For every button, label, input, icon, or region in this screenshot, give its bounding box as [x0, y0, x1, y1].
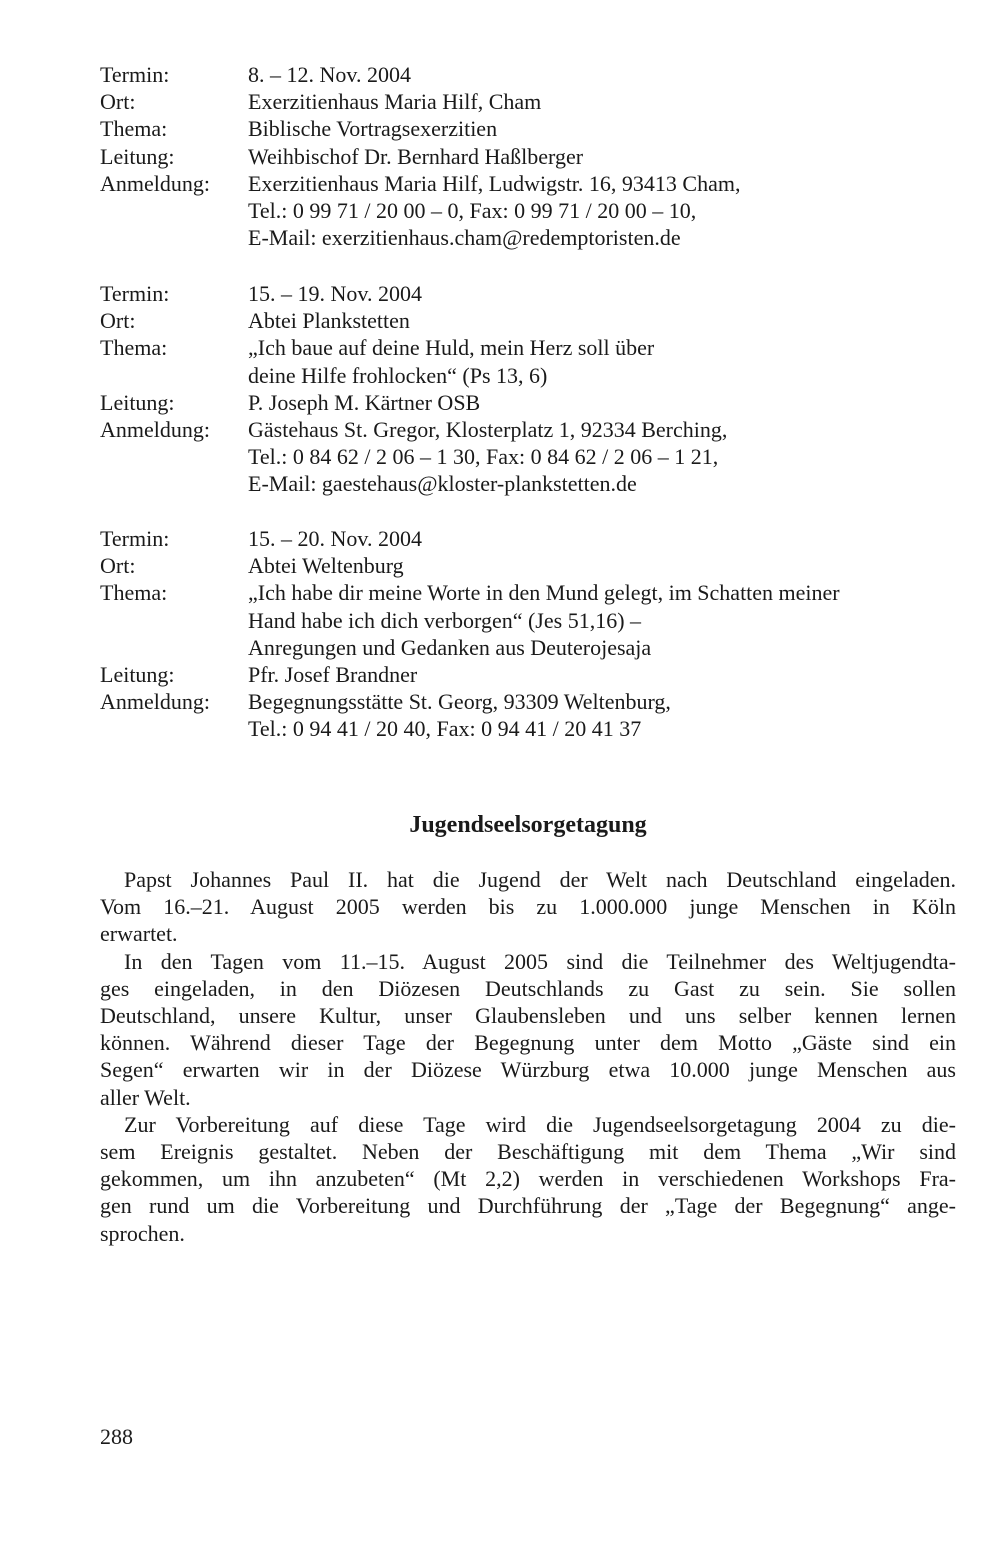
leitung-value: Pfr. Josef Brandner: [248, 662, 418, 688]
anmeldung-line: Begegnungsstätte St. Georg, 93309 Weltenburg,: [248, 689, 671, 715]
paragraph-line: erwartet.: [100, 921, 178, 947]
paragraph-line: können. Während dieser Tage der Begegnung unter dem Motto „Gäste sind ein: [100, 1030, 956, 1056]
anmeldung-line: Exerzitienhaus Maria Hilf, Ludwigstr. 16, 93413 Cham,: [248, 170, 741, 196]
anmeldung-line: Tel.: 0 84 62 / 2 06 – 1 30, Fax: 0 84 62 / 2 06 – 1 21,: [248, 444, 719, 470]
paragraph-line: Vom 16.–21. August 2005 werden bis zu 1.000.000 junge Menschen in Köln: [100, 894, 956, 920]
anmeldung-line: E-Mail: exerzitienhaus.cham@redemptoristen.de: [248, 225, 681, 251]
termin-label: Termin:: [100, 281, 170, 306]
thema-line: „Ich habe dir meine Worte in den Mund gelegt, im Schatten meiner: [248, 580, 840, 606]
leitung-label: Leitung:: [100, 662, 175, 688]
anmeldung-row: [100, 170, 970, 252]
anmeldung-value: [248, 416, 970, 498]
thema-value: [248, 334, 970, 388]
event-block: [100, 525, 970, 743]
paragraph-line: Zur Vorbereitung auf diese Tage wird die Jugendseelsorgetagung 2004 zu die-: [124, 1111, 956, 1137]
paragraph-line: sprochen.: [100, 1220, 185, 1246]
ort-label: Ort:: [100, 553, 136, 579]
section-heading: Jugendseelsorgetagung: [409, 812, 647, 838]
paragraph-line: gen rund um die Vorbereitung und Durchführung der „Tage der Begegnung“ ange-: [100, 1193, 956, 1219]
thema-label: Thema:: [100, 580, 168, 606]
thema-line: Hand habe ich dich verborgen“ (Jes 51,16) –: [248, 607, 642, 633]
section-body: [100, 866, 956, 1247]
ort-value: Abtei Weltenburg: [248, 553, 404, 579]
anmeldung-label: Anmeldung:: [100, 689, 210, 715]
termin-row: [100, 525, 970, 552]
termin-value: 15. – 20. Nov. 2004: [248, 526, 422, 551]
leitung-value: Weihbischof Dr. Bernhard Haßlberger: [248, 143, 584, 169]
anmeldung-line: Tel.: 0 99 71 / 20 00 – 0, Fax: 0 99 71 / 20 00 – 10,: [248, 198, 697, 224]
thema-line: „Ich baue auf deine Huld, mein Herz soll über: [248, 335, 655, 361]
paragraph: [100, 1111, 956, 1247]
paragraph: [100, 948, 956, 1111]
ort-row: [100, 552, 970, 579]
termin-value: 15. – 19. Nov. 2004: [248, 281, 422, 306]
ort-label: Ort:: [100, 89, 136, 115]
leitung-row: [100, 389, 970, 416]
paragraph-line: In den Tagen vom 11.–15. August 2005 sind die Teilnehmer des Weltjugendta-: [124, 948, 956, 974]
termin-value: 8. – 12. Nov. 2004: [248, 62, 411, 87]
leitung-row: [100, 143, 970, 170]
thema-label: Thema:: [100, 116, 168, 142]
anmeldung-line: Tel.: 0 94 41 / 20 40, Fax: 0 94 41 / 20 41 37: [248, 716, 642, 742]
anmeldung-label: Anmeldung:: [100, 170, 210, 196]
ort-row: [100, 307, 970, 334]
thema-line: Biblische Vortragsexerzitien: [248, 116, 498, 142]
anmeldung-value: [248, 688, 970, 742]
termin-row: [100, 280, 970, 307]
leitung-label: Leitung:: [100, 389, 175, 415]
anmeldung-line: Gästehaus St. Gregor, Klosterplatz 1, 92334 Berching,: [248, 417, 728, 443]
thema-label: Thema:: [100, 335, 168, 361]
termin-label: Termin:: [100, 526, 170, 551]
ort-value: Exerzitienhaus Maria Hilf, Cham: [248, 89, 542, 115]
leitung-value: P. Joseph M. Kärtner OSB: [248, 389, 481, 415]
thema-row: [100, 334, 970, 388]
paragraph-line: aller Welt.: [100, 1084, 191, 1110]
leitung-label: Leitung:: [100, 143, 175, 169]
page-number: 288: [100, 1424, 133, 1449]
anmeldung-value: [248, 170, 970, 252]
event-block: [100, 280, 970, 498]
anmeldung-row: [100, 688, 970, 742]
termin-row: [100, 61, 970, 88]
paragraph-line: Segen“ erwarten wir in der Diözese Würzburg etwa 10.000 junge Menschen aus: [100, 1057, 956, 1083]
paragraph-line: gekommen, um ihn anzubeten“ (Mt 2,2) werden in verschiedenen Workshops Fra-: [100, 1166, 956, 1192]
paragraph-line: Papst Johannes Paul II. hat die Jugend der Welt nach Deutschland eingeladen.: [124, 867, 956, 892]
paragraph-line: ges eingeladen, in den Diözesen Deutschlands zu Gast zu sein. Sie sollen: [100, 975, 956, 1001]
thema-row: [100, 579, 970, 661]
ort-row: [100, 88, 970, 115]
thema-line: deine Hilfe frohlocken“ (Ps 13, 6): [248, 362, 548, 388]
thema-value: [248, 115, 970, 142]
thema-row: [100, 115, 970, 142]
anmeldung-label: Anmeldung:: [100, 417, 210, 443]
thema-value: [248, 579, 970, 661]
event-block: [100, 61, 970, 251]
anmeldung-line: E-Mail: gaestehaus@kloster-plankstetten.de: [248, 471, 637, 497]
anmeldung-row: [100, 416, 970, 498]
thema-line: Anregungen und Gedanken aus Deuterojesaja: [248, 634, 652, 660]
ort-label: Ort:: [100, 308, 136, 334]
termin-label: Termin:: [100, 62, 170, 87]
ort-value: Abtei Plankstetten: [248, 308, 410, 334]
leitung-row: [100, 661, 970, 688]
paragraph-line: Deutschland, unsere Kultur, unser Glaubensleben und uns selber kennen lernen: [100, 1003, 956, 1029]
paragraph-line: sem Ereignis gestaltet. Neben der Beschäftigung mit dem Thema „Wir sind: [100, 1139, 956, 1165]
paragraph: [100, 866, 956, 948]
